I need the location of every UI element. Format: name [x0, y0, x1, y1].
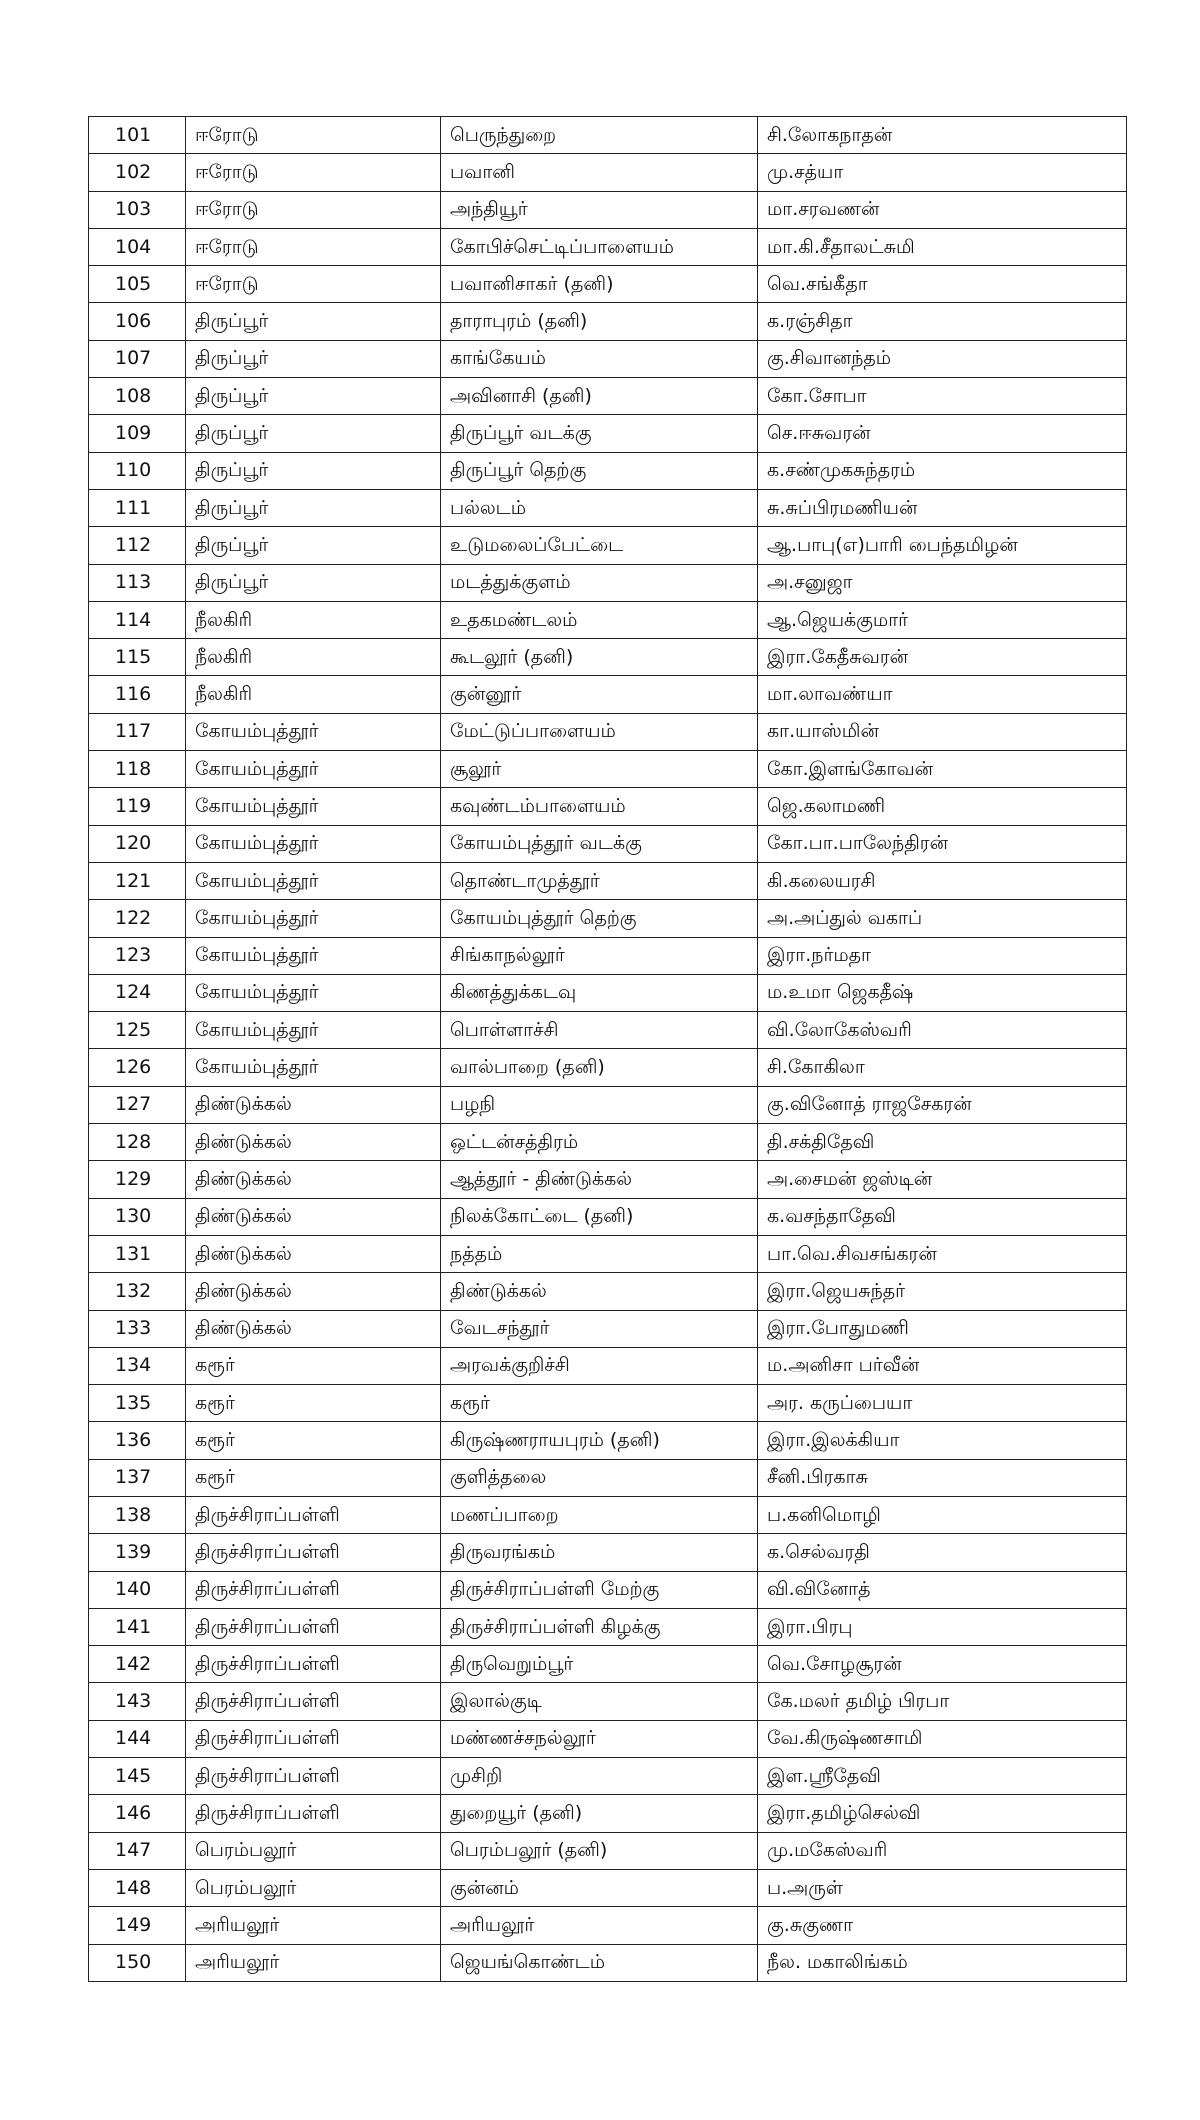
row-number: 148: [89, 1869, 186, 1906]
candidate-name-cell: ஆ.பாபு(எ)பாரி பைந்தமிழன்: [758, 527, 1127, 564]
table-row: [89, 340, 1127, 377]
table-row: [89, 564, 1127, 601]
district-cell: திருச்சிராப்பள்ளி: [186, 1534, 441, 1571]
candidate-name-cell: இள.ஸ்ரீதேவி: [758, 1758, 1127, 1795]
candidate-name-cell: கோ.சோபா: [758, 378, 1127, 415]
candidate-name-cell: கு.சுகுணா: [758, 1907, 1127, 1944]
candidate-name-cell: இரா.நர்மதா: [758, 937, 1127, 974]
table-row: [89, 452, 1127, 489]
table-row: [89, 1758, 1127, 1795]
row-number: 136: [89, 1422, 186, 1459]
district-cell: கோயம்புத்தூர்: [186, 1012, 441, 1049]
district-cell: கோயம்புத்தூர்: [186, 788, 441, 825]
district-cell: கரூர்: [186, 1347, 441, 1384]
candidate-name-cell: அ.அப்துல் வகாப்: [758, 900, 1127, 937]
constituency-cell: திருவரங்கம்: [441, 1534, 758, 1571]
candidate-name-cell: சீனி.பிரகாசு: [758, 1459, 1127, 1496]
constituency-cell: பொள்ளாச்சி: [441, 1012, 758, 1049]
candidate-name-cell: தி.சக்திதேவி: [758, 1124, 1127, 1161]
constituency-cell: கூடலூர் (தனி): [441, 639, 758, 676]
row-number: 132: [89, 1273, 186, 1310]
table-row: [89, 154, 1127, 191]
row-number: 128: [89, 1124, 186, 1161]
constituency-cell: பவானிசாகர் (தனி): [441, 266, 758, 303]
table-row: [89, 1459, 1127, 1496]
table-row: [89, 1049, 1127, 1086]
district-cell: கரூர்: [186, 1459, 441, 1496]
row-number: 102: [89, 154, 186, 191]
row-number: 103: [89, 191, 186, 228]
candidate-name-cell: மா.லாவண்யா: [758, 676, 1127, 713]
constituency-cell: உதகமண்டலம்: [441, 601, 758, 638]
constituency-cell: கோயம்புத்தூர் தெற்கு: [441, 900, 758, 937]
constituency-cell: கவுண்டம்பாளையம்: [441, 788, 758, 825]
candidate-name-cell: பா.வெ.சிவசங்கரன்: [758, 1235, 1127, 1272]
constituency-cell: நத்தம்: [441, 1235, 758, 1272]
candidate-name-cell: ப.கனிமொழி: [758, 1496, 1127, 1533]
row-number: 117: [89, 713, 186, 750]
row-number: 108: [89, 378, 186, 415]
candidate-name-cell: இரா.கேதீசுவரன்: [758, 639, 1127, 676]
table-row: [89, 1832, 1127, 1869]
row-number: 145: [89, 1758, 186, 1795]
candidate-name-cell: கோ.இளங்கோவன்: [758, 751, 1127, 788]
district-cell: திருப்பூர்: [186, 527, 441, 564]
table-row: [89, 1310, 1127, 1347]
constituency-cell: பழநி: [441, 1086, 758, 1123]
table-row: [89, 1422, 1127, 1459]
row-number: 107: [89, 340, 186, 377]
row-number: 106: [89, 303, 186, 340]
table-row: [89, 415, 1127, 452]
constituency-cell: நிலக்கோட்டை (தனி): [441, 1198, 758, 1235]
constituency-cell: உடுமலைப்பேட்டை: [441, 527, 758, 564]
constituency-cell: மண்ணச்சநல்லூர்: [441, 1720, 758, 1757]
row-number: 141: [89, 1608, 186, 1645]
row-number: 143: [89, 1683, 186, 1720]
district-cell: அரியலூர்: [186, 1944, 441, 1981]
table-row: [89, 1869, 1127, 1906]
table-row: [89, 1235, 1127, 1272]
candidate-name-cell: கு.வினோத் ராஜசேகரன்: [758, 1086, 1127, 1123]
row-number: 133: [89, 1310, 186, 1347]
table-row: [89, 862, 1127, 899]
district-cell: கோயம்புத்தூர்: [186, 1049, 441, 1086]
candidate-name-cell: வெ.சங்கீதா: [758, 266, 1127, 303]
table-row: [89, 713, 1127, 750]
constituency-cell: குன்னூர்: [441, 676, 758, 713]
district-cell: நீலகிரி: [186, 639, 441, 676]
row-number: 150: [89, 1944, 186, 1981]
district-cell: திண்டுக்கல்: [186, 1310, 441, 1347]
candidate-name-cell: சு.சுப்பிரமணியன்: [758, 489, 1127, 526]
candidate-table-page: [88, 116, 1126, 1982]
row-number: 140: [89, 1571, 186, 1608]
district-cell: கோயம்புத்தூர்: [186, 974, 441, 1011]
table-row: [89, 191, 1127, 228]
district-cell: ஈரோடு: [186, 154, 441, 191]
row-number: 134: [89, 1347, 186, 1384]
district-cell: நீலகிரி: [186, 676, 441, 713]
row-number: 149: [89, 1907, 186, 1944]
table-row: [89, 303, 1127, 340]
candidate-name-cell: சி.கோகிலா: [758, 1049, 1127, 1086]
table-row: [89, 1347, 1127, 1384]
row-number: 118: [89, 751, 186, 788]
candidate-name-cell: கா.யாஸ்மின்: [758, 713, 1127, 750]
constituency-cell: மடத்துக்குளம்: [441, 564, 758, 601]
candidate-name-cell: க.வசந்தாதேவி: [758, 1198, 1127, 1235]
row-number: 119: [89, 788, 186, 825]
candidate-name-cell: கோ.பா.பாலேந்திரன்: [758, 825, 1127, 862]
table-row: [89, 1608, 1127, 1645]
candidate-name-cell: க.ரஞ்சிதா: [758, 303, 1127, 340]
candidate-name-cell: இரா.ஜெயசுந்தர்: [758, 1273, 1127, 1310]
candidate-name-cell: கி.கலையரசி: [758, 862, 1127, 899]
row-number: 105: [89, 266, 186, 303]
district-cell: திண்டுக்கல்: [186, 1273, 441, 1310]
candidate-name-cell: க.செல்வரதி: [758, 1534, 1127, 1571]
table-row: [89, 378, 1127, 415]
district-cell: திருச்சிராப்பள்ளி: [186, 1795, 441, 1832]
district-cell: திருப்பூர்: [186, 303, 441, 340]
district-cell: திருச்சிராப்பள்ளி: [186, 1571, 441, 1608]
table-row: [89, 1273, 1127, 1310]
row-number: 112: [89, 527, 186, 564]
row-number: 101: [89, 117, 186, 154]
district-cell: திருச்சிராப்பள்ளி: [186, 1496, 441, 1533]
candidate-name-cell: வே.கிருஷ்ணசாமி: [758, 1720, 1127, 1757]
table-row: [89, 825, 1127, 862]
row-number: 113: [89, 564, 186, 601]
district-cell: திருப்பூர்: [186, 415, 441, 452]
table-row: [89, 1795, 1127, 1832]
row-number: 104: [89, 228, 186, 265]
table-row: [89, 1683, 1127, 1720]
table-row: [89, 489, 1127, 526]
row-number: 144: [89, 1720, 186, 1757]
constituency-cell: அந்தியூர்: [441, 191, 758, 228]
table-row: [89, 751, 1127, 788]
table-row: [89, 1198, 1127, 1235]
row-number: 126: [89, 1049, 186, 1086]
table-row: [89, 117, 1127, 154]
constituency-cell: சூலூர்: [441, 751, 758, 788]
district-cell: கரூர்: [186, 1385, 441, 1422]
constituency-cell: திண்டுக்கல்: [441, 1273, 758, 1310]
district-cell: திருச்சிராப்பள்ளி: [186, 1720, 441, 1757]
row-number: 142: [89, 1646, 186, 1683]
constituency-cell: வால்பாறை (தனி): [441, 1049, 758, 1086]
district-cell: திண்டுக்கல்: [186, 1235, 441, 1272]
row-number: 135: [89, 1385, 186, 1422]
table-row: [89, 228, 1127, 265]
table-row: [89, 1944, 1127, 1981]
district-cell: அரியலூர்: [186, 1907, 441, 1944]
row-number: 139: [89, 1534, 186, 1571]
district-cell: திருச்சிராப்பள்ளி: [186, 1646, 441, 1683]
constituency-cell: திருச்சிராப்பள்ளி கிழக்கு: [441, 1608, 758, 1645]
candidate-name-cell: இரா.இலக்கியா: [758, 1422, 1127, 1459]
constituency-cell: இலால்குடி: [441, 1683, 758, 1720]
table-row: [89, 266, 1127, 303]
district-cell: கோயம்புத்தூர்: [186, 751, 441, 788]
table-row: [89, 937, 1127, 974]
constituency-cell: மணப்பாறை: [441, 1496, 758, 1533]
constituency-cell: அரவக்குறிச்சி: [441, 1347, 758, 1384]
candidate-name-cell: ப.அருள்: [758, 1869, 1127, 1906]
table-row: [89, 974, 1127, 1011]
table-row: [89, 1571, 1127, 1608]
constituency-cell: சிங்காநல்லூர்: [441, 937, 758, 974]
constituency-cell: ஜெயங்கொண்டம்: [441, 1944, 758, 1981]
constituency-cell: காங்கேயம்: [441, 340, 758, 377]
candidate-name-cell: சி.லோகநாதன்: [758, 117, 1127, 154]
constituency-cell: மேட்டுப்பாளையம்: [441, 713, 758, 750]
table-row: [89, 1124, 1127, 1161]
row-number: 129: [89, 1161, 186, 1198]
candidate-name-cell: கு.சிவானந்தம்: [758, 340, 1127, 377]
constituency-cell: கோயம்புத்தூர் வடக்கு: [441, 825, 758, 862]
district-cell: கோயம்புத்தூர்: [186, 937, 441, 974]
row-number: 123: [89, 937, 186, 974]
table-row: [89, 676, 1127, 713]
table-row: [89, 1646, 1127, 1683]
candidate-name-cell: மா.சரவணன்: [758, 191, 1127, 228]
district-cell: கோயம்புத்தூர்: [186, 862, 441, 899]
district-cell: ஈரோடு: [186, 266, 441, 303]
district-cell: திருச்சிராப்பள்ளி: [186, 1683, 441, 1720]
district-cell: திருப்பூர்: [186, 340, 441, 377]
candidate-name-cell: மா.கி.சீதாலட்சுமி: [758, 228, 1127, 265]
district-cell: திருப்பூர்: [186, 378, 441, 415]
constituency-cell: திருப்பூர் தெற்கு: [441, 452, 758, 489]
constituency-cell: திருப்பூர் வடக்கு: [441, 415, 758, 452]
candidate-name-cell: அர. கருப்பையா: [758, 1385, 1127, 1422]
constituency-cell: கிணத்துக்கடவு: [441, 974, 758, 1011]
table-body: [89, 117, 1127, 1982]
district-cell: பெரம்பலூர்: [186, 1869, 441, 1906]
candidate-name-cell: ஆ.ஜெயக்குமார்: [758, 601, 1127, 638]
candidate-name-cell: செ.ஈசுவரன்: [758, 415, 1127, 452]
table-row: [89, 1161, 1127, 1198]
table-row: [89, 639, 1127, 676]
district-cell: நீலகிரி: [186, 601, 441, 638]
district-cell: ஈரோடு: [186, 228, 441, 265]
table-row: [89, 1086, 1127, 1123]
district-cell: திருச்சிராப்பள்ளி: [186, 1758, 441, 1795]
candidate-name-cell: அ.சனுஜா: [758, 564, 1127, 601]
row-number: 115: [89, 639, 186, 676]
candidate-name-cell: மு.சத்யா: [758, 154, 1127, 191]
table-row: [89, 1720, 1127, 1757]
district-cell: திருப்பூர்: [186, 564, 441, 601]
table-row: [89, 788, 1127, 825]
constituency-cell: கிருஷ்ணராயபுரம் (தனி): [441, 1422, 758, 1459]
constituency-cell: ஆத்தூர் - திண்டுக்கல்: [441, 1161, 758, 1198]
district-cell: ஈரோடு: [186, 117, 441, 154]
row-number: 147: [89, 1832, 186, 1869]
constituency-cell: கோபிச்செட்டிப்பாளையம்: [441, 228, 758, 265]
constituency-cell: தொண்டாமுத்தூர்: [441, 862, 758, 899]
row-number: 111: [89, 489, 186, 526]
constituency-cell: கரூர்: [441, 1385, 758, 1422]
candidate-name-cell: ம.உமா ஜெகதீஷ்: [758, 974, 1127, 1011]
row-number: 120: [89, 825, 186, 862]
constituency-cell: ஒட்டன்சத்திரம்: [441, 1124, 758, 1161]
district-cell: கரூர்: [186, 1422, 441, 1459]
row-number: 146: [89, 1795, 186, 1832]
table-row: [89, 900, 1127, 937]
constituency-cell: துறையூர் (தனி): [441, 1795, 758, 1832]
constituency-cell: பெருந்துறை: [441, 117, 758, 154]
district-cell: திண்டுக்கல்: [186, 1198, 441, 1235]
row-number: 130: [89, 1198, 186, 1235]
constituency-cell: பெரம்பலூர் (தனி): [441, 1832, 758, 1869]
candidate-name-cell: வி.லோகேஸ்வரி: [758, 1012, 1127, 1049]
district-cell: ஈரோடு: [186, 191, 441, 228]
candidate-name-cell: இரா.போதுமணி: [758, 1310, 1127, 1347]
candidate-name-cell: மு.மகேஸ்வரி: [758, 1832, 1127, 1869]
row-number: 137: [89, 1459, 186, 1496]
candidate-name-cell: க.சண்முகசுந்தரம்: [758, 452, 1127, 489]
table-row: [89, 1385, 1127, 1422]
district-cell: திருப்பூர்: [186, 489, 441, 526]
district-cell: கோயம்புத்தூர்: [186, 900, 441, 937]
candidate-name-cell: ஜெ.கலாமணி: [758, 788, 1127, 825]
district-cell: பெரம்பலூர்: [186, 1832, 441, 1869]
candidate-name-cell: ம.அனிசா பர்வீன்: [758, 1347, 1127, 1384]
district-cell: கோயம்புத்தூர்: [186, 713, 441, 750]
constituency-cell: பல்லடம்: [441, 489, 758, 526]
constituency-cell: முசிறி: [441, 1758, 758, 1795]
candidate-name-cell: இரா.பிரபு: [758, 1608, 1127, 1645]
table-row: [89, 1907, 1127, 1944]
table-row: [89, 1496, 1127, 1533]
row-number: 125: [89, 1012, 186, 1049]
constituency-cell: வேடசந்தூர்: [441, 1310, 758, 1347]
district-cell: திருப்பூர்: [186, 452, 441, 489]
row-number: 121: [89, 862, 186, 899]
table-row: [89, 1534, 1127, 1571]
district-cell: திருச்சிராப்பள்ளி: [186, 1608, 441, 1645]
constituency-cell: திருவெறும்பூர்: [441, 1646, 758, 1683]
candidate-name-cell: இரா.தமிழ்செல்வி: [758, 1795, 1127, 1832]
row-number: 127: [89, 1086, 186, 1123]
candidate-name-cell: அ.சைமன் ஜஸ்டின்: [758, 1161, 1127, 1198]
district-cell: கோயம்புத்தூர்: [186, 825, 441, 862]
candidate-table: [88, 116, 1127, 1982]
row-number: 116: [89, 676, 186, 713]
row-number: 138: [89, 1496, 186, 1533]
constituency-cell: அரியலூர்: [441, 1907, 758, 1944]
district-cell: திண்டுக்கல்: [186, 1124, 441, 1161]
candidate-name-cell: வெ.சோழசூரன்: [758, 1646, 1127, 1683]
constituency-cell: திருச்சிராப்பள்ளி மேற்கு: [441, 1571, 758, 1608]
table-row: [89, 527, 1127, 564]
district-cell: திண்டுக்கல்: [186, 1161, 441, 1198]
row-number: 109: [89, 415, 186, 452]
constituency-cell: குன்னம்: [441, 1869, 758, 1906]
table-row: [89, 1012, 1127, 1049]
row-number: 131: [89, 1235, 186, 1272]
row-number: 114: [89, 601, 186, 638]
district-cell: திண்டுக்கல்: [186, 1086, 441, 1123]
constituency-cell: அவினாசி (தனி): [441, 378, 758, 415]
row-number: 110: [89, 452, 186, 489]
candidate-name-cell: வி.வினோத்: [758, 1571, 1127, 1608]
candidate-name-cell: நீல. மகாலிங்கம்: [758, 1944, 1127, 1981]
constituency-cell: தாராபுரம் (தனி): [441, 303, 758, 340]
candidate-name-cell: கே.மலர் தமிழ் பிரபா: [758, 1683, 1127, 1720]
constituency-cell: பவானி: [441, 154, 758, 191]
constituency-cell: குளித்தலை: [441, 1459, 758, 1496]
table-row: [89, 601, 1127, 638]
row-number: 124: [89, 974, 186, 1011]
row-number: 122: [89, 900, 186, 937]
